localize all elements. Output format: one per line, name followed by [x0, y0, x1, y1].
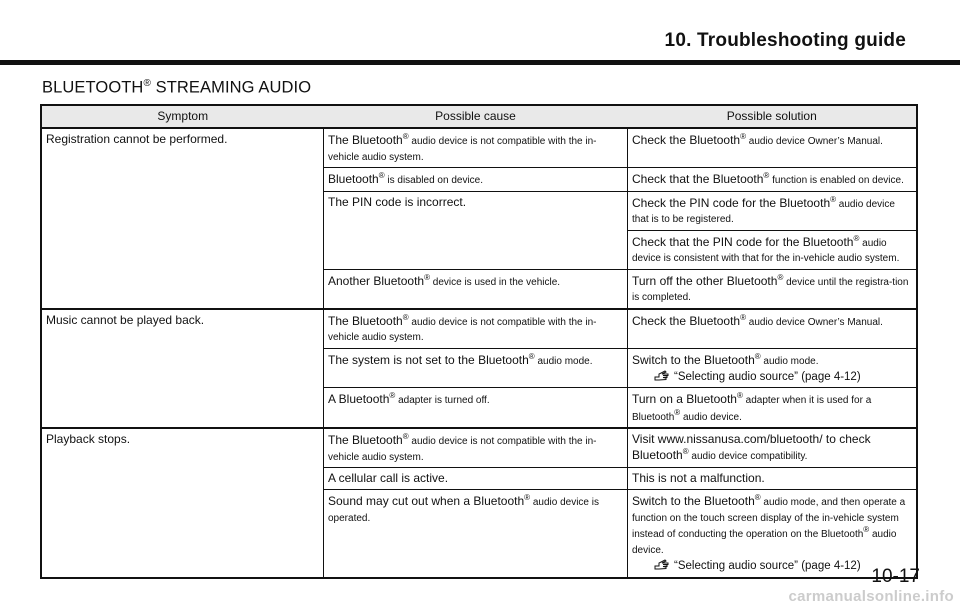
- pointing-hand-icon: [654, 558, 670, 571]
- section-title-registered-mark: ®: [143, 78, 151, 89]
- section-title-text: BLUETOOTH: [42, 78, 144, 97]
- troubleshooting-table: [40, 104, 918, 579]
- cause-cell: The Bluetooth® audio device is not compatible with the in-vehicle audio system.: [324, 309, 628, 349]
- cause-cell: The Bluetooth® audio device is not compatible with the in-vehicle audio system.: [324, 128, 628, 168]
- solution-cell: Visit www.nissanusa.com/bluetooth/ to check Bluetooth® audio device compatibility.: [628, 428, 918, 468]
- cause-cell: Sound may cut out when a Bluetooth® audio device is operated.: [324, 490, 628, 578]
- symptom-cell: Playback stops.: [41, 428, 324, 577]
- cross-reference[interactable]: “Selecting audio source” (page 4-12): [632, 369, 912, 384]
- solution-cell: This is not a malfunction.: [628, 468, 918, 490]
- solution-cell: Turn on a Bluetooth® adapter when it is used for a Bluetooth® audio device.: [628, 388, 918, 429]
- pointing-hand-icon: [654, 369, 670, 382]
- table-row: [41, 128, 917, 168]
- cause-cell: Bluetooth® is disabled on device.: [324, 168, 628, 192]
- column-header-symptom: Symptom: [41, 105, 324, 128]
- section-title: [42, 78, 311, 98]
- solution-cell: Turn off the other Bluetooth® device until the registra-tion is completed.: [628, 269, 918, 309]
- cause-cell: A cellular call is active.: [324, 468, 628, 490]
- symptom-cell: Music cannot be played back.: [41, 309, 324, 429]
- solution-cell: Check that the PIN code for the Bluetooth® audio device is consistent with that for the in-vehicle audio system.: [628, 230, 918, 269]
- cause-cell: The Bluetooth® audio device is not compatible with the in-vehicle audio system.: [324, 428, 628, 468]
- solution-cell: Switch to the Bluetooth® audio mode, and then operate a function on the touch screen display of the in-vehicle system instead of conducting the operation on the Bluetooth® audio device. “Selecting audio source” (page 4-12): [628, 490, 918, 578]
- column-header-cause: Possible cause: [324, 105, 628, 128]
- solution-cell: Check that the Bluetooth® function is enabled on device.: [628, 168, 918, 192]
- symptom-cell: Registration cannot be performed.: [41, 128, 324, 309]
- header-rule: [0, 60, 960, 65]
- table-row: [41, 309, 917, 349]
- chapter-title: 10. Troubleshooting guide: [664, 30, 906, 51]
- cross-reference[interactable]: “Selecting audio source” (page 4-12): [632, 558, 912, 573]
- cause-cell: The PIN code is incorrect.: [324, 191, 628, 269]
- watermark: carmanualsonline.info: [788, 588, 954, 605]
- page-number: 10-17: [871, 566, 920, 587]
- solution-cell: Check the PIN code for the Bluetooth® audio device that is to be registered.: [628, 191, 918, 230]
- cause-cell: A Bluetooth® adapter is turned off.: [324, 388, 628, 429]
- cause-cell: The system is not set to the Bluetooth® audio mode.: [324, 348, 628, 388]
- solution-cell: Switch to the Bluetooth® audio mode. “Selecting audio source” (page 4-12): [628, 348, 918, 388]
- solution-cell: Check the Bluetooth® audio device Owner’s Manual.: [628, 309, 918, 349]
- solution-cell: Check the Bluetooth® audio device Owner’s Manual.: [628, 128, 918, 168]
- column-header-solution: Possible solution: [628, 105, 918, 128]
- section-title-suffix: STREAMING AUDIO: [150, 78, 312, 97]
- table-row: [41, 428, 917, 468]
- table-header-row: [41, 105, 917, 128]
- cause-cell: Another Bluetooth® device is used in the vehicle.: [324, 269, 628, 309]
